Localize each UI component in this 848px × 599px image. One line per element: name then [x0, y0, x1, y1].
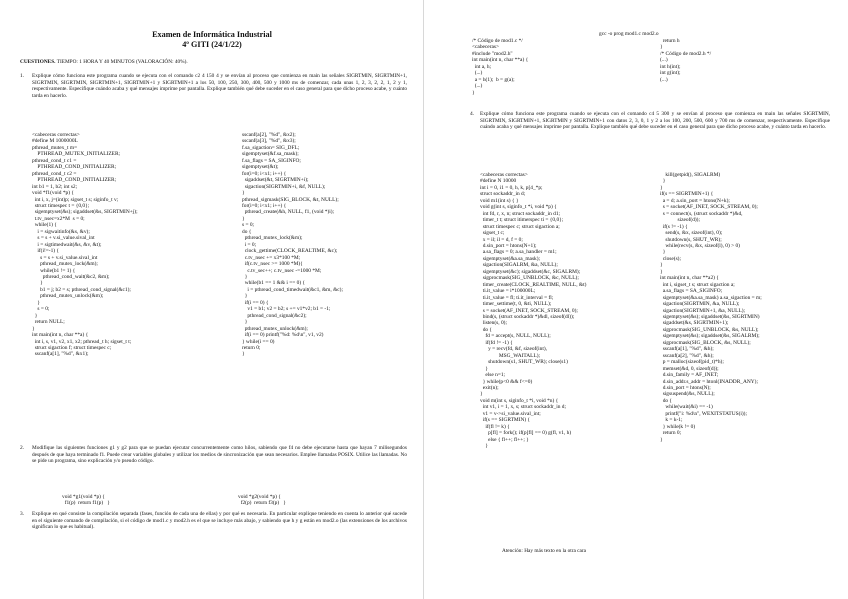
- q2-code-g2: void *g2(void *p) { f2(p) return f3(p) }: [238, 494, 286, 507]
- q3-text: Explique en qué consiste la compilación separada (fases, función de cada una de ellas) y por qué es necesaria. En particular explique teniendo en cuenta lo anterior qué sucede en el siguiente comando de compilación, si el código de mod1.c y mod2.h es el que se incluye más abajo, y sabiendo que h y g están en mod2.o (las extensiones de los archivos significan lo que es habitual).: [32, 511, 407, 530]
- q4-code-right: kill(getpid(), SIGALRM) } } if(s == SIGRTMIN+1) { a = d; a.sin_port = htons(N+k); s = socket(AF_INET, SOCK_STREAM, 0); s = connect(s, (struct sockaddr *)&d, sizeof(d)); if(s != -1) { send(s, &x, sizeof(int), 0); shutdown(s, SHUT_WR); while(recv(s, &x, sizeof(l), 0) > 0) } close(s); } } int main(int n, char **a2) { int i, sigset_t s; struct sigaction a; a.sa_flags = SA_SIGINFO; sigemptyset(&a.sa_mask) a.sa_sigaction = m; sigaction(SIGRTMIN, &a, NULL); sigaction(SIGRTMIN+1, &a, NULL); sigemptyset(&s); sigaddset(&s, SIGRTMIN) sigaddset(&s, SIGRTMIN+1); sigprocmask(SIG_UNBLOCK, &s, NULL); sigemptyset(&s); sigaddset(&s, SIGALRM); sigprocmask(SIG_BLOCK, &s, NULL); sscanf(a[1], "%d", &h); sscanf(a[2], "%d", &h); p = malloc(sizeof(pid_t)*h); memset(&d, 0, sizeof(d)); d.sin_family = AF_INET; d.sin_addr.s_addr = htonl(INADDR_ANY); d.sin_port = htons(N); sigsuspend(&s, NULL); do { while(wait(&i) == -1) printf("i: %d\n", WEXITSTATUS(i)); k = k-1; } while(k != 0) return 0; }: [660, 172, 762, 443]
- attention-note: Atención: Hay más texto en la otra cara: [502, 548, 586, 554]
- q3-number: 3.: [20, 511, 25, 517]
- q4-code-left: <cabeceras correctas> #define N 10000 int i = 0, i1 = 0, h, k, p[4_*p; struct sockaddr_in d; void m1(int s) { } void g(int s, siginfo_t *i, void *p) { int fd, r, x, n; struct sockaddr_in d1; timer_t t; struct itimerspec ti = {0,0}; struct timespec c; struct sigaction a; sigset_t c; x = il; il = d, f = 0; d.sin_port = htons(N+1); a.sa_flags = 0; a.sa_handler = m1; sigemptyset(&a.sa_mask); sigaction(SIGALRM, &a, NULL); sigemptyset(&c); sigaddset(&c, SIGALRM); sigprocmask(SIG_UNBLOCK, &c, NULL); timer_create(CLOCK_REALTIME, NULL, &t) ti.it_value = i*100000L; ti.it_value = fl; ti.it_interval = fl; timer_settime(t, 0, &ti, NULL); s = socket(AF_INET, SOCK_STREAM, 0); bind(s, (struct sockaddr *)&dl, sizeof(dl)); listen(s, 0); do { fd = accept(s, NULL, NULL); if(fd != -1) { y = recv(fd, &f, sizeof(int), MSG_WAITALL); shutdown(s1, SHUT_WR); close(s1) } else n=1; } while(p<0 && f<=0) exit(n); } void m(int s, siginfo_t *i, void *n) { int v1, i = 1, x, s; struct sockaddr_in d; v1 = v->si_value.sival_int; if(s == SIGRTMIN) { if(fl != k) { p[fl] = fork(); if(p[fl] == 0) g(fl, v1, h) else { fl++; fl++; } }: [480, 172, 587, 450]
- q1-number: 1.: [20, 73, 25, 79]
- exam-page-right: [424, 0, 848, 599]
- header-label: CUESTIONES.: [20, 59, 56, 65]
- exam-header: [20, 59, 410, 66]
- q4-number: 4.: [470, 111, 475, 117]
- q1-code-left: <cabeceras correctas> #define M 1000000L pthread_mutex_t m= PTHREAD_MUTEX_INITIALIZER; pthread_cond_t c1 = PTHREAD_COND_INITIALIZER; pthread_cond_t c2 = PTHREAD_COND_INITIALIZER; int b1 = 1, b2; int s2; void *f1(void *p) { int i, x, j=(int)p; sigset_t s; siginfo_t v; struct timespec t = {0,0}; sigemptyset(&s); sigaddset(&s, SIGRTMIN+j); t.tv_nsec=x2*M s = 0; while(1) { i = sigwaitinfo(&s, &v); s = s + v.si_value.sival_int i = sigtimedwait(&s, &v, &t); if(i!=-1) { s = s + v.si_value.sival_int pthread_mutex_lock(&m); while(b1 != 1) { pthread_cond_wait(&c2, &m); } b1 = j; b2 = s; pthread_cond_signal(&c1); pthread_mutex_unlock(&m); } s = 0; } return NULL; } int main(int n, char **a) { int i, s, v1, v2, x1, x2; pthread_t h; sigset_t t; struct sigaction f; struct timespec c; sscanf(a[1], "%d", &x1);: [32, 132, 138, 358]
- exam-subtitle: 4º GITI (24/1/22): [182, 40, 242, 49]
- q1-code-right: sscanf(a[2], "%d", &x2); sscanf(a[3], "%d", &x3); f.sa_sigaction= SIG_DFL; sigemptyset(&f.sa_mask); f.sa_flags = SA_SIGINFO; sigemptyset(&t); for(i=0; i<x1; i++) { sigaddset(&t, SIGRTMIN+i); sigaction(SIGRTMIN+i, &f, NULL); } pthread_sigmask(SIG_BLOCK, &t, NULL); for(i=0; i<x1; i++) { pthread_create(&h, NULL, f1, (void *)i); } s = 0; do { pthread_mutex_lock(&m); i = 0; clock_gettime(CLOCK_REALTIME, &c); c.tv_nsec += x3*100 *M; if(c.tv_nsec >= 1000 *M){ c.tv_sec++; c.tv_nsec -=1000 *M; } while(b1 == 1 && i == 0) { i = pthread_cond_timedwait(&c1, &m, &c); } if(i == 0) { v1 = b1; v2 = b2; s += v1*v2; b1 = -1; pthread_cond_signal(&c2); } pthread_mutex_unlock(&m); if(i == 0) printf("%d: %d\n", v1, v2) } while(i == 0) return 0; }: [242, 132, 343, 358]
- q2-number: 2.: [20, 445, 25, 451]
- q2-text: Modifique las siguientes funciones g1 y g2 para que se puedan ejecutar concurrentemente como hilos, sabiendo que f4 no debe ejecutarse hasta que hayan 7 milisegundos después de que haya terminado f1. Puede crear variables globales y utilizar los medios de sincronización que sean necesarios. Emplee llamadas POSIX. Utilice las llamadas. No se pide un programa, sino explicación y/o pseudo código.: [32, 445, 407, 464]
- code-mod2: return h } /* Código de mod2.h */ (...) int h(int); int g(int); (...): [660, 38, 712, 83]
- compile-command: gcc -o prog mod1.c mod2.o: [599, 31, 659, 37]
- code-mod1: /* Código de mod1.c */ <cabeceras> #include "mod2.h" int main(int n, char **a) { int a, h; (...) a = h(1); b = g(a); (...) }: [472, 38, 529, 96]
- q2-code-g1: void *g1(void *p) { f1(p) return f1(p) }: [62, 494, 110, 507]
- exam-title: Examen de Informática Industrial: [152, 30, 272, 39]
- header-meta: TIEMPO: 1 HORA Y 40 MINUTOS (VALORACIÓN: 40%).: [56, 59, 188, 65]
- q4-text: Explique cómo funciona este programa cuando se ejecuta con el comando c4 5 300 y se envían al proceso que comienza en main las señales SIGRTMIN, SIGRTMIN, SIGRTMIN+1, SIGRTMIN y SIGRTMIN+1 con datos 2, 3, 0, 1 y 2 a los 100, 200, 500, 600 y 700 ms de comenzar, respectivamente. Especifique cuándo acaba y qué mensajes imprime por pantalla. Explique también qué debe suceder en el caso general para que dicho proceso acabe, y cuánto tarda en hacerlo.: [480, 111, 830, 130]
- q1-text: Explique cómo funciona este programa cuando se ejecuta con el comando c2 4 150 4 y se envían al proceso que comienza en main las señales SIGRTMIN, SIGRTMIN+1, SIGRTMIN, SIGRTMIN, SIGRTMIN+1, SIGRTMIN+1 y SIGRTMIN+1 a los 50, 100, 250, 300, 400, 500 y 1000 ms de comenzar, cada unas 1, 2, 3, 2, 2, 1, 2 y 1, respectivamente. Especifique cuándo acaba y qué mensajes imprime por pantalla. Explique también qué debe suceder en el caso general para que dicho proceso acabe, y cuánto tarda en hacerlo.: [32, 73, 407, 99]
